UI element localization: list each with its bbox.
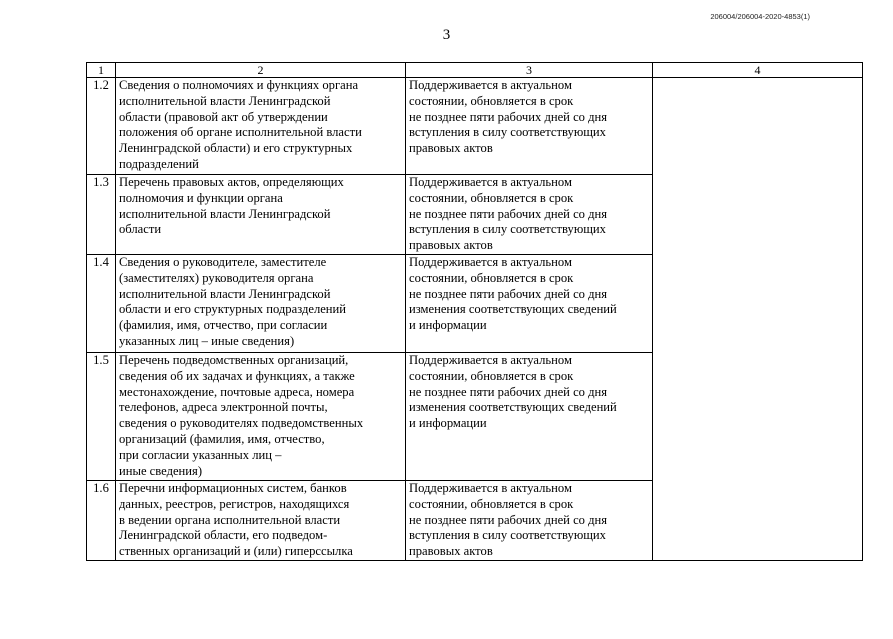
row-number: 1.6 (87, 481, 116, 561)
page-number: 3 (442, 27, 451, 43)
header-col-1: 1 (87, 63, 116, 78)
table-row (87, 78, 863, 175)
header-col-4: 4 (653, 63, 863, 78)
table-header-row (87, 63, 863, 78)
info-description: Перечни информационных систем, банков данных, реестров, регистров, находящихся в ведении органа исполнительной власти Ленинградской области, его подведом- ственных организаций и (или) гиперссылка (116, 481, 406, 561)
update-terms: Поддерживается в актуальном состоянии, обновляется в срок не позднее пяти рабочих дней со дня вступления в силу соответствующих правовых актов (406, 175, 653, 255)
info-description: Перечень правовых актов, определяющих полномочия и функции органа исполнительной власти Ленинградской области (116, 175, 406, 255)
info-description: Сведения о руководителе, заместителе (заместителях) руководителя органа исполнительной власти Ленинградской области и его структурных подразделений (фамилия, имя, отчество, при согласии указанных лиц – иные сведения) (116, 255, 406, 353)
row-number: 1.4 (87, 255, 116, 353)
update-terms: Поддерживается в актуальном состоянии, обновляется в срок не позднее пяти рабочих дней со дня вступления в силу соответствующих правовых актов (406, 481, 653, 561)
header-col-2: 2 (116, 63, 406, 78)
row-number: 1.5 (87, 353, 116, 481)
info-description: Сведения о полномочиях и функциях органа исполнительной власти Ленинградской области (правовой акт об утверждении положения об органе исполнительной власти Ленинградской области) и его структурных подразделений (116, 78, 406, 175)
update-terms: Поддерживается в актуальном состоянии, обновляется в срок не позднее пяти рабочих дней со дня вступления в силу соответствующих правовых актов (406, 78, 653, 175)
document-id: 206004/206004-2020-4853(1) (710, 12, 810, 21)
info-description: Перечень подведомственных организаций, сведения об их задачах и функциях, а также местонахождение, почтовые адреса, номера телефонов, адреса электронной почты, сведения о руководителях подведомственных организаций (фамилия, имя, отчество, при согласии указанных лиц – иные сведения) (116, 353, 406, 481)
row-number: 1.2 (87, 78, 116, 175)
update-terms: Поддерживается в актуальном состоянии, обновляется в срок не позднее пяти рабочих дней со дня изменения соответствующих сведений и информации (406, 255, 653, 353)
empty-column-4 (653, 78, 863, 561)
header-col-3: 3 (406, 63, 653, 78)
row-number: 1.3 (87, 175, 116, 255)
requirements-table (86, 62, 863, 561)
update-terms: Поддерживается в актуальном состоянии, обновляется в срок не позднее пяти рабочих дней со дня изменения соответствующих сведений и информации (406, 353, 653, 481)
